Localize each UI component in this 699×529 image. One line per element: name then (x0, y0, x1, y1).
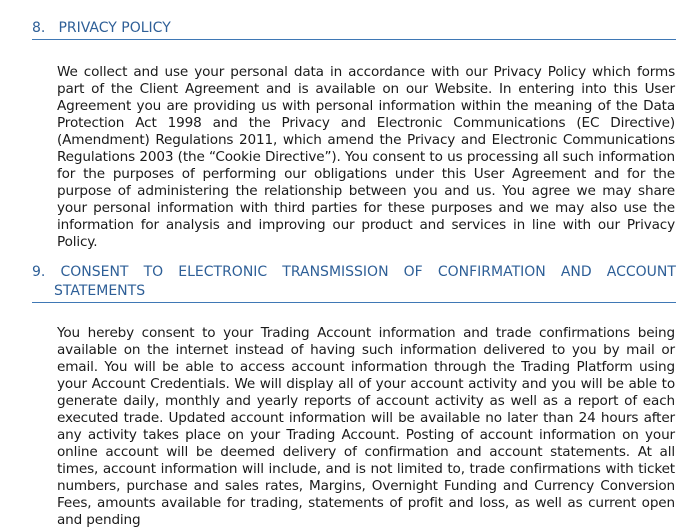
section-8-body: We collect and use your personal data in accordance with our Privacy Policy which forms part of the Client Agreement and is available on our Website. In entering into this User Agreement you are providing us with personal information within the meaning of the Data Protection Act 1998 and the Privacy and Electronic Communications (EC Directive) (Amendment) Regulations 2011, which amend the Privacy and Electronic Communications Regulations 2003 (the “Cookie Directive”). You consent to us processing all such information for the purposes of performing our obligations under this User Agreement and for the purpose of administering the relationship between you and us. You agree we may share your personal information with third parties for these purposes and we may also use the information for analysis and improving our product and services in line with our Privacy Policy. (57, 64, 675, 250)
section-9-title-word: ACCOUNT (606, 264, 676, 280)
section-9-heading (32, 263, 676, 303)
section-9-title-word: AND (560, 264, 592, 280)
section-8-number: 8. (32, 20, 46, 36)
section-9-title-word: CONFIRMATION (437, 264, 546, 280)
section-9-number: 9. (32, 264, 46, 280)
section-9-title-line-2: STATEMENTS (54, 283, 146, 299)
section-8-heading (32, 19, 676, 40)
section-9-title-word: ELECTRONIC (178, 264, 268, 280)
section-9-title-word: OF (403, 264, 423, 280)
section-9-title-line-1 (32, 263, 676, 282)
section-9-title-word: TO (143, 264, 164, 280)
section-9-title-word: CONSENT (60, 264, 129, 280)
section-9-body: You hereby consent to your Trading Account information and trade confirmations being available on the internet instead of having such information delivered to you by mail or email. You will be able to access account information through the Trading Platform using your Account Credentials. We will display all of your account activity and you will be able to generate daily, monthly and yearly reports of account activity as well as a report of each executed trade. Updated account information will be available no later than 24 hours after any activity takes place on your Trading Account. Posting of account information on your online account will be deemed delivery of confirmation and account statements. At all times, account information will include, and is not limited to, trade confirmations with ticket numbers, purchase and sales rates, Margins, Overnight Funding and Currency Conversion Fees, amounts available for trading, statements of profit and loss, as well as current open and pending (57, 325, 675, 528)
section-8-title: PRIVACY POLICY (58, 20, 171, 36)
section-9-title-word: TRANSMISSION (282, 264, 389, 280)
